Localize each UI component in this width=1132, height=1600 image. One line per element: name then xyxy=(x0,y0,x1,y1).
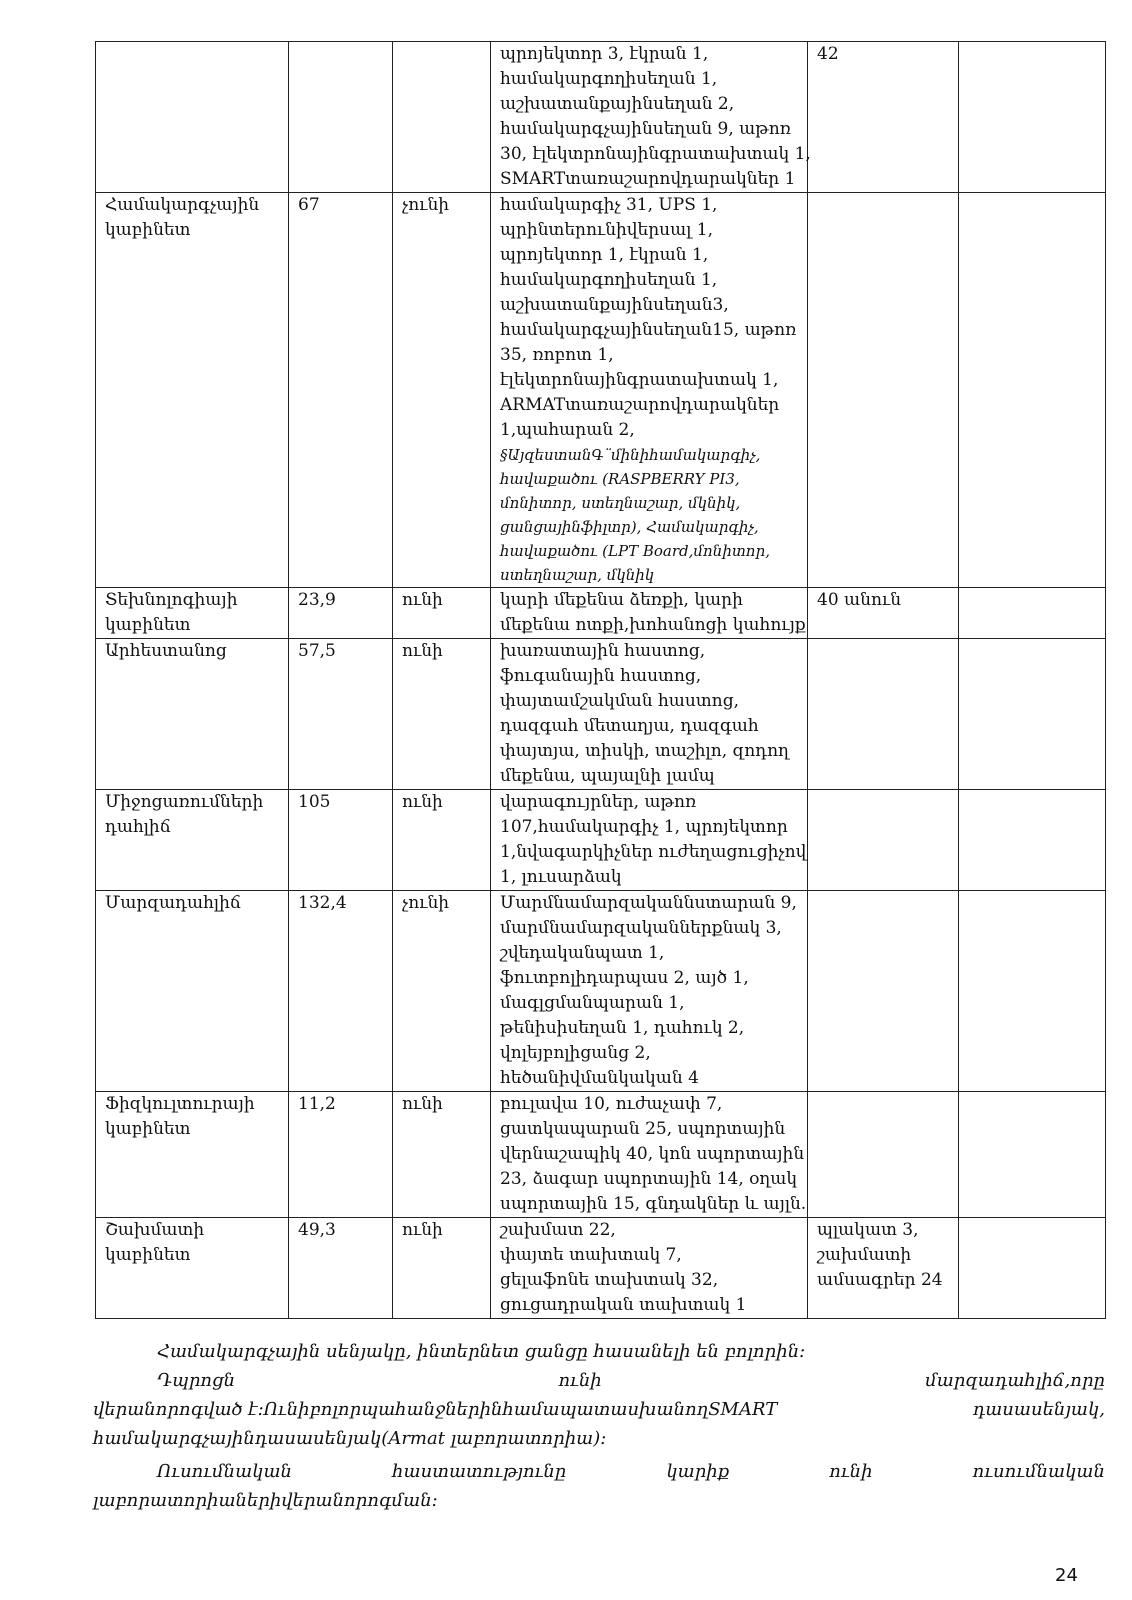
equipment-cell xyxy=(491,790,808,891)
area-value: 11,2 xyxy=(298,1094,336,1114)
table-row xyxy=(96,639,1106,790)
equipment-line: 1,պահարան 2, xyxy=(500,420,635,440)
empty-cell xyxy=(959,588,1106,639)
equipment-line: բուլավա 10, ուժաչափ 7, xyxy=(500,1094,723,1114)
notes-line: ամսագրեր 24 xyxy=(817,1270,943,1290)
equipment-line: պրոյեկտոր 1, էկրան 1, xyxy=(500,245,709,265)
word: Դպրոցն xyxy=(157,1370,236,1391)
notes-cell xyxy=(808,1218,959,1319)
area-cell xyxy=(289,891,393,1092)
word: Ուսումնական xyxy=(157,1461,292,1482)
empty-cell xyxy=(959,790,1106,891)
area-cell xyxy=(289,790,393,891)
status-value: չունի xyxy=(402,893,450,913)
equipment-line: 1, լուսարձակ xyxy=(500,867,622,887)
equipment-line: հեծանիվմանկական 4 xyxy=(500,1068,699,1088)
equipment-cell xyxy=(491,891,808,1092)
status-cell xyxy=(393,1092,491,1218)
status-cell xyxy=(393,588,491,639)
area-value: 132,4 xyxy=(298,893,347,913)
equipment-cell xyxy=(491,42,811,193)
equipment-line: փայտյա, տիսկի, տաշիլո, զոդող xyxy=(500,741,789,761)
area-value: 23,9 xyxy=(298,590,336,610)
paragraph-labs-line2 xyxy=(93,1486,1105,1515)
name-line: կաբինետ xyxy=(105,615,191,635)
name-line: կաբինետ xyxy=(105,1245,191,1265)
status-cell xyxy=(393,891,491,1092)
empty-cell xyxy=(959,1218,1106,1319)
equipment_italic-line: հավաքածու (RASPBERRY PI3, xyxy=(500,470,740,488)
word: ուսումնական xyxy=(972,1461,1105,1482)
equipment-line: ֆուգանային հաստոց, xyxy=(500,666,702,686)
equipment-line: մարմնամարզականներքնակ 3, xyxy=(500,918,782,938)
status-value: ունի xyxy=(402,792,443,812)
equipment-line: համակարգչայինսեղան 9, աթոռ xyxy=(500,119,791,139)
equipment-line: 35, ռոբոտ 1, xyxy=(500,345,614,365)
name-line: Միջոցառումների xyxy=(105,792,264,812)
paragraph-gym-line1 xyxy=(93,1366,1105,1395)
status-value: ունի xyxy=(402,1094,443,1114)
area-value: 57,5 xyxy=(298,641,336,661)
status-cell xyxy=(393,639,491,790)
equipment-line: փայտամշակման հաստոց, xyxy=(500,691,740,711)
name-line: կաբինետ xyxy=(105,220,191,240)
notes-cell xyxy=(808,42,959,193)
paragraph-computer-room xyxy=(93,1337,1105,1366)
equipment-line: փայտե տախտակ 7, xyxy=(500,1245,682,1265)
table-row xyxy=(96,42,1106,193)
equipment-line: ցուցադրական տախտակ 1 xyxy=(500,1295,747,1315)
name-line: Ֆիզկուլտուրայի xyxy=(105,1094,255,1114)
table-row xyxy=(96,790,1106,891)
empty-cell xyxy=(959,639,1106,790)
equipment-line: վարագույրներ, աթոռ xyxy=(500,792,697,812)
table-row xyxy=(96,1092,1106,1218)
equipment-cell xyxy=(491,588,808,639)
page-number: 24 xyxy=(1055,1565,1078,1586)
status-cell xyxy=(393,1218,491,1319)
name-line: Շախմատի xyxy=(105,1220,205,1240)
equipment-line: ARMATտառաշարովդարակներ xyxy=(500,395,780,415)
equipment-line: թենիսիսեղան 1, դահուկ 2, xyxy=(500,1018,745,1038)
equipment-cell xyxy=(491,639,808,790)
area-value: 49,3 xyxy=(298,1220,336,1240)
paragraph-labs-line1 xyxy=(93,1457,1105,1486)
equipment-cell xyxy=(491,1218,808,1319)
equipment-line: 23, ձագար սպորտային 14, օղակ xyxy=(500,1169,798,1189)
equipment-line: կարի մեքենա ձեռքի, կարի xyxy=(500,590,743,610)
status-cell xyxy=(393,193,491,588)
name-line: Մարզադահլիճ xyxy=(105,893,241,913)
empty-cell xyxy=(959,193,1106,588)
area-cell xyxy=(289,639,393,790)
equipment-line: վերնաշապիկ 40, կոն սպորտային xyxy=(500,1144,805,1164)
paragraph-text: Համակարգչային սենյակը, ինտերնետ ցանցը հասանելի են բոլորին: xyxy=(157,1341,806,1362)
inventory-table xyxy=(95,41,1106,1319)
area-cell xyxy=(289,1218,393,1319)
notes-cell xyxy=(808,790,959,891)
status-value: ունի xyxy=(402,1220,443,1240)
equipment_italic-line: §ԱյզեստանԳ¨մինիհամակարգիչ, xyxy=(500,446,761,464)
area-cell xyxy=(289,1092,393,1218)
name-line: կաբինետ xyxy=(105,1119,191,1139)
room-name-cell xyxy=(96,42,289,193)
room-name-cell xyxy=(96,193,289,588)
room-name-cell xyxy=(96,891,289,1092)
notes-line: պլակատ 3, xyxy=(817,1220,919,1240)
equipment-line: խառատային հաստոց, xyxy=(500,641,706,661)
equipment-line: մագլցմանպարան 1, xyxy=(500,993,685,1013)
word: մարզադահլիճ,որը xyxy=(925,1370,1105,1391)
equipment-line: վոլեյբոլիցանց 2, xyxy=(500,1043,651,1063)
equipment-line: մեքենա, պայալնի լամպ xyxy=(500,766,715,786)
empty-cell xyxy=(959,1092,1106,1218)
room-name-cell xyxy=(96,1218,289,1319)
notes-cell xyxy=(808,639,959,790)
word: վերանորոգված է:ՈւնիբոլորպահանջներինհամապատասխանողSMART xyxy=(93,1399,778,1420)
equipment-line: սպորտային 15, գնդակներ և այլն. xyxy=(500,1194,807,1214)
equipment-line: Մարմնամարզականնստարան 9, xyxy=(500,893,797,913)
notes-line: շախմատի xyxy=(817,1245,912,1265)
notes-line: 40 անուն xyxy=(817,590,902,610)
area-value: 105 xyxy=(298,792,331,812)
equipment-cell xyxy=(491,193,808,588)
word: դասասենյակ, xyxy=(972,1399,1105,1420)
status-value: ունի xyxy=(402,590,443,610)
equipment-cell xyxy=(491,1092,808,1218)
word: ունի xyxy=(829,1461,873,1482)
equipment-line: համակարգչայինսեղան15, աթոռ xyxy=(500,320,797,340)
equipment-line: էլեկտրոնայինգրատախտակ 1, xyxy=(500,370,779,390)
status-value: ունի xyxy=(402,641,443,661)
area-cell xyxy=(289,42,393,193)
status-cell xyxy=(393,42,491,193)
area-cell xyxy=(289,588,393,639)
equipment_italic-line: մոնիտոր, ստեղնաշար, մկնիկ, xyxy=(500,494,741,512)
equipment-line: համակարգողիսեղան 1, xyxy=(500,270,718,290)
equipment-line: համակարգողիսեղան 1, xyxy=(500,69,718,89)
status-cell xyxy=(393,790,491,891)
name-line: Համակարգչային xyxy=(105,195,260,215)
name-line: Տեխնոլոգիայի xyxy=(105,590,238,610)
equipment-line: պրոյեկտոր 3, էկրան 1, xyxy=(500,44,709,64)
empty-cell xyxy=(959,42,1106,193)
equipment-line: շվեդականպատ 1, xyxy=(500,943,665,963)
word: հաստատությունը xyxy=(392,1461,567,1482)
notes-cell xyxy=(808,588,959,639)
equipment-line: 1,նվագարկիչներ ուժեղացուցիչով xyxy=(500,842,807,862)
table-row xyxy=(96,193,1106,588)
equipment-line: մեքենա ոտքի,խոհանոցի կահույք xyxy=(500,615,806,635)
notes-cell xyxy=(808,193,959,588)
room-name-cell xyxy=(96,790,289,891)
area-value: 67 xyxy=(298,195,320,215)
equipment_italic-line: հավաքածու (LPT Board,մոնիտոր, xyxy=(500,542,770,560)
equipment-line: շախմատ 22, xyxy=(500,1220,616,1240)
equipment-line: աշխատանքայինսեղան3, xyxy=(500,295,729,315)
equipment_italic-line: ցանցայինֆիլտր), Համակարգիչ, xyxy=(500,518,759,536)
paragraph-text: համակարգչայինդասասենյակ(Armat լաբորատորիա): xyxy=(93,1428,607,1449)
equipment-line: դազգահ մետաղյա, դազգահ xyxy=(500,716,759,736)
notes-line: 42 xyxy=(817,44,839,64)
table-row xyxy=(96,588,1106,639)
paragraph-text: լաբորատորիաներիվերանորոգման: xyxy=(93,1490,438,1511)
notes-cell xyxy=(808,891,959,1092)
notes-cell xyxy=(808,1092,959,1218)
table-row xyxy=(96,1218,1106,1319)
equipment-line: ցատկապարան 25, սպորտային xyxy=(500,1119,786,1139)
equipment-line: ցելաֆոնե տախտակ 32, xyxy=(500,1270,719,1290)
room-name-cell xyxy=(96,588,289,639)
name-line: Արհեստանոց xyxy=(105,641,227,661)
word: կարիք xyxy=(666,1461,730,1482)
word: ունի xyxy=(558,1370,602,1391)
status-value: չունի xyxy=(402,195,450,215)
equipment-line: ֆուտբոլիդարպաս 2, այծ 1, xyxy=(500,968,749,988)
equipment-line: 107,համակարգիչ 1, պրոյեկտոր xyxy=(500,817,788,837)
paragraph-gym-line2 xyxy=(93,1395,1105,1424)
equipment-line: SMARTտառաշարովդարակներ 1 xyxy=(500,169,796,189)
equipment-line: 30, էլեկտրոնայինգրատախտակ 1, xyxy=(500,144,811,164)
paragraph-gym-line3 xyxy=(93,1424,1105,1453)
equipment-line: պրինտերունիվերսալ 1, xyxy=(500,220,714,240)
empty-cell xyxy=(959,891,1106,1092)
equipment_italic-line: ստեղնաշար, մկնիկ xyxy=(500,566,655,584)
area-cell xyxy=(289,193,393,588)
room-name-cell xyxy=(96,639,289,790)
name-line: դահլիճ xyxy=(105,817,171,837)
equipment-line: աշխատանքայինսեղան 2, xyxy=(500,94,735,114)
equipment-line: համակարգիչ 31, UPS 1, xyxy=(500,195,718,215)
room-name-cell xyxy=(96,1092,289,1218)
table-row xyxy=(96,891,1106,1092)
